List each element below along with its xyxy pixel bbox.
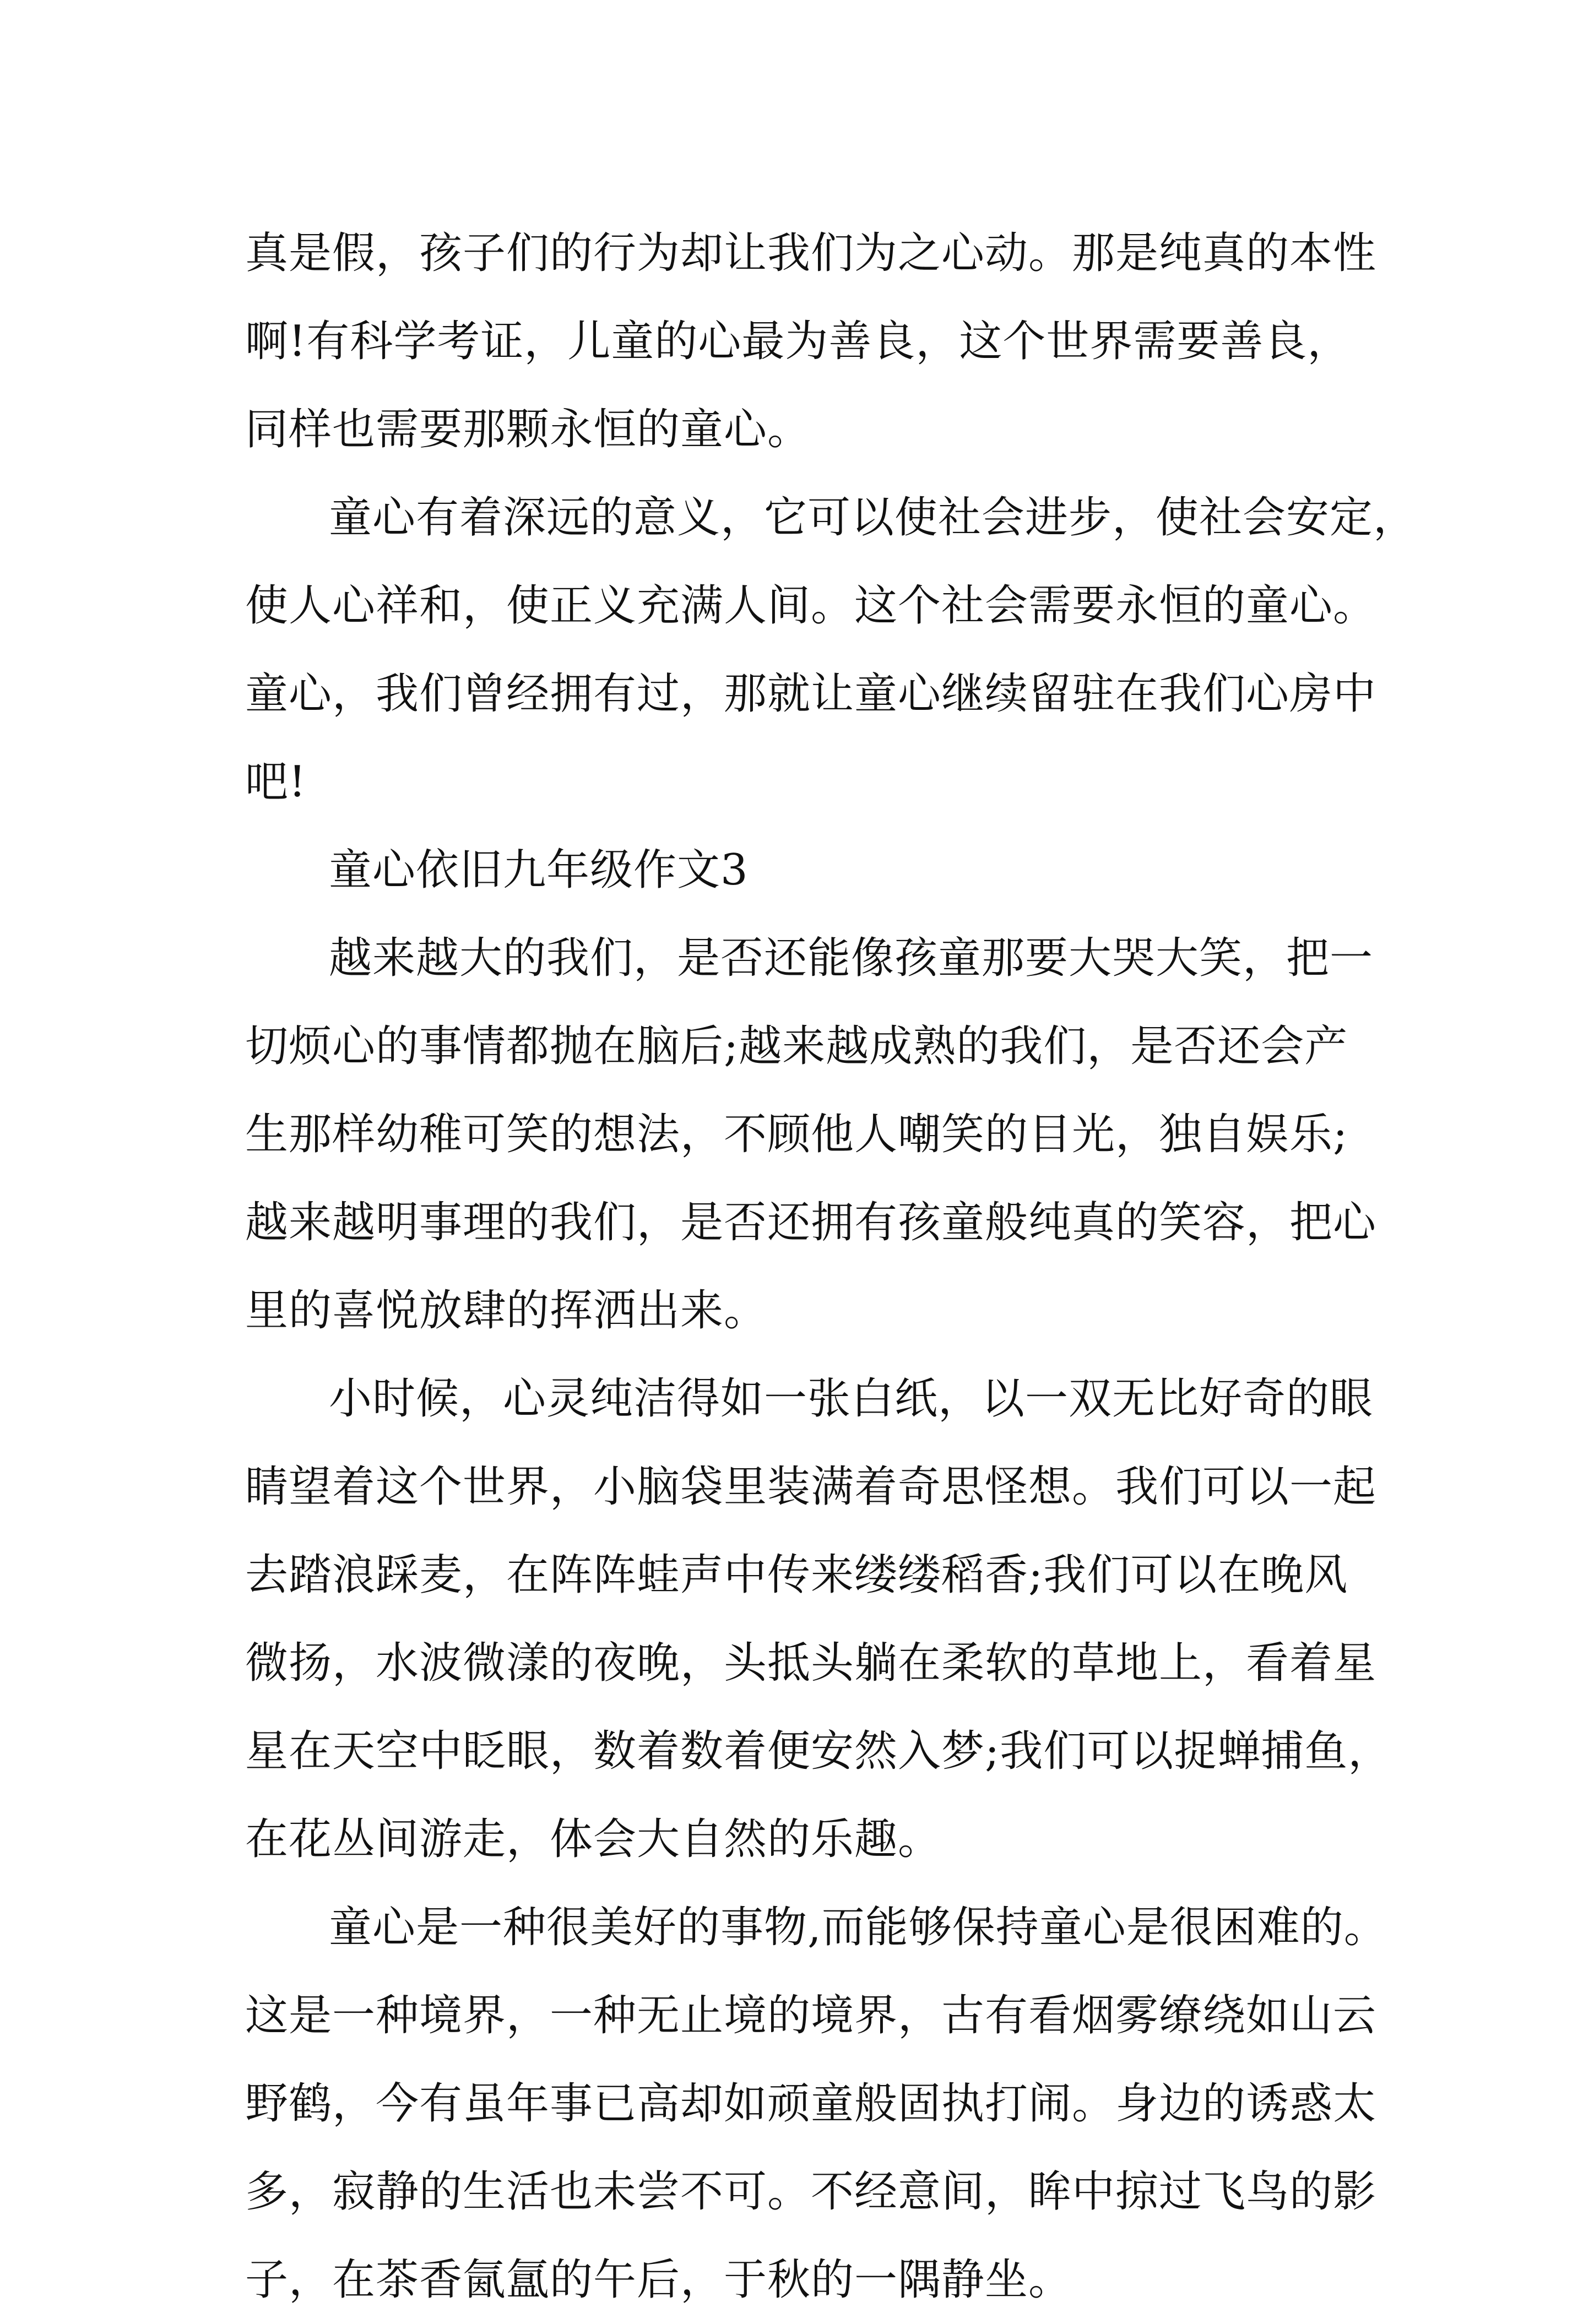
text-line: 生那样幼稚可笑的想法，不顾他人嘲笑的目光，独自娱乐;	[245, 1110, 1348, 1159]
paragraph-start-line: 小时候，心灵纯洁得如一张白纸，以一双无比好奇的眼	[329, 1374, 1374, 1424]
text-line: 在花丛间游走，体会大自然的乐趣。	[245, 1815, 942, 1864]
paragraph-start-line: 童心是一种很美好的事物,而能够保持童心是很困难的。	[329, 1903, 1387, 1952]
text-line: 里的喜悦放肆的挥洒出来。	[245, 1286, 768, 1335]
text-line: 微扬，水波微漾的夜晚，头抵头躺在柔软的草地上，看着星	[245, 1638, 1377, 1688]
paragraph-start-line: 越来越大的我们，是否还能像孩童那要大哭大笑，把一	[329, 933, 1374, 983]
text-line: 使人心祥和，使正义充满人间。这个社会需要永恒的童心。	[245, 581, 1377, 631]
text-line: 睛望着这个世界，小脑袋里装满着奇思怪想。我们可以一起	[245, 1462, 1377, 1512]
text-line: 啊!有科学考证，儿童的心最为善良，这个世界需要善良，	[245, 317, 1351, 366]
section-heading: 童心依旧九年级作文3	[329, 845, 749, 895]
text-line: 吧!	[245, 757, 307, 807]
text-line: 越来越明事理的我们，是否还拥有孩童般纯真的笑容，把心	[245, 1198, 1377, 1247]
text-line: 多，寂静的生活也未尝不可。不经意间，眸中掠过飞鸟的影	[245, 2167, 1377, 2217]
text-line: 真是假，孩子们的行为却让我们为之心动。那是纯真的本性	[245, 229, 1377, 278]
paragraph-start-line: 童心有着深远的意义，它可以使社会进步，使社会安定，	[329, 493, 1417, 542]
text-line: 星在天空中眨眼，数着数着便安然入梦;我们可以捉蝉捕鱼，	[245, 1726, 1392, 1776]
text-line: 童心，我们曾经拥有过，那就让童心继续留驻在我们心房中	[245, 669, 1377, 719]
essay-body	[245, 209, 1417, 2324]
text-line: 野鹤，今有虽年事已高却如顽童般固执打闹。身边的诱惑太	[245, 2079, 1377, 2128]
text-line: 这是一种境界，一种无止境的境界，古有看烟雾缭绕如山云	[245, 1991, 1377, 2040]
text-line: 去踏浪踩麦，在阵阵蛙声中传来缕缕稻香;我们可以在晚风	[245, 1550, 1348, 1600]
text-line: 切烦心的事情都抛在脑后;越来越成熟的我们，是否还会产	[245, 1022, 1348, 1071]
text-line: 子，在茶香氤氲的午后，于秋的一隅静坐。	[245, 2255, 1072, 2305]
text-line: 同样也需要那颗永恒的童心。	[245, 405, 811, 454]
